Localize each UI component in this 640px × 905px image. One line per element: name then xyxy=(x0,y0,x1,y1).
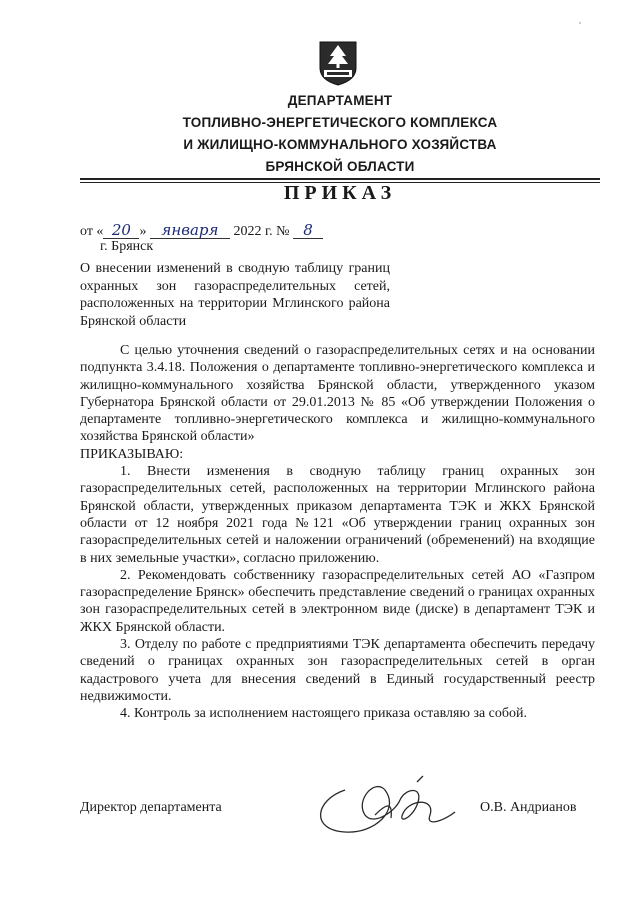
header-rule-thick xyxy=(80,178,600,180)
department-line: ТОПЛИВНО-ЭНЕРГЕТИЧЕСКОГО КОМПЛЕКСА xyxy=(182,115,498,130)
date-prefix: от « xyxy=(80,224,104,239)
date-day: 20 xyxy=(103,222,139,239)
preamble: С целью уточнения сведений о газораспределительных сетях и на основании подпункта 3.4.18. Положения о департаменте топливно-энергетического комплекса и жилищно-коммунального хозяйства Брянской области, утвержденного указом Губернатора Брянской области от 29.01.2013 № 85 «Об утверждении Положения о департаменте топливно-энергетического комплекса и жилищно-коммунального хозяйства Брянской области» xyxy=(80,343,595,445)
order-word: ПРИКАЗЫВАЮ: xyxy=(80,446,184,462)
number-label: № xyxy=(276,224,290,239)
department-line: БРЯНСКОЙ ОБЛАСТИ xyxy=(265,159,415,174)
document-title: ПРИКАЗ xyxy=(283,182,397,204)
signatory-position: Директор департамента xyxy=(80,800,222,815)
order-subject: О внесении изменений в сводную таблицу границ охранных зон газораспределительных сетей, расположенных на территории Мглинского района Брянской области xyxy=(80,261,390,329)
order-item: 4. Контроль за исполнением настоящего приказа оставляю за собой. xyxy=(120,706,528,722)
handwritten-signature-icon xyxy=(305,770,465,840)
department-line: И ЖИЛИЩНО-КОММУНАЛЬНОГО ХОЗЯЙСТВА xyxy=(183,137,497,152)
signatory-name: О.В. Андрианов xyxy=(480,800,577,815)
order-body xyxy=(80,342,595,723)
date-year: 2022 г. xyxy=(233,224,273,239)
bryansk-coat-of-arms-icon xyxy=(318,40,358,86)
order-number: 8 xyxy=(293,222,323,239)
department-header xyxy=(80,90,600,178)
department-line: ДЕПАРТАМЕНТ xyxy=(287,93,393,108)
order-item: 1. Внести изменения в сводную таблицу границ охранных зон газораспределительных сетей, расположенных на территории Мглинского района Брянской области, утвержденных приказом департамента ТЭК и ЖКХ Брянской области от 12 ноября 2021 года №121 «Об утверждении границ охранных зон газораспределительных сетей и наложении ограничений (обременений) на входящие в них земельные участки», согласно приложению. xyxy=(80,464,595,566)
order-item: 3. Отделу по работе с предприятиями ТЭК департамента обеспечить передачу сведений о границах охранных зон газораспределительных сетей в орган кадастрового учета для внесения сведений в Единый государственный реестр недвижимости. xyxy=(80,637,595,704)
city: г. Брянск xyxy=(100,239,154,254)
date-mid: » xyxy=(139,224,147,239)
scan-dot xyxy=(578,12,582,16)
date-month: января xyxy=(150,222,230,239)
order-item: 2. Рекомендовать собственнику газораспределительных сетей АО «Газпром газораспределение Брянск» обеспечить представление сведений о границах охранных зон газораспределительных сетей в электронном виде (диске) в департамент ТЭК и ЖКХ Брянской области. xyxy=(80,567,595,635)
order-dateline xyxy=(80,222,323,240)
